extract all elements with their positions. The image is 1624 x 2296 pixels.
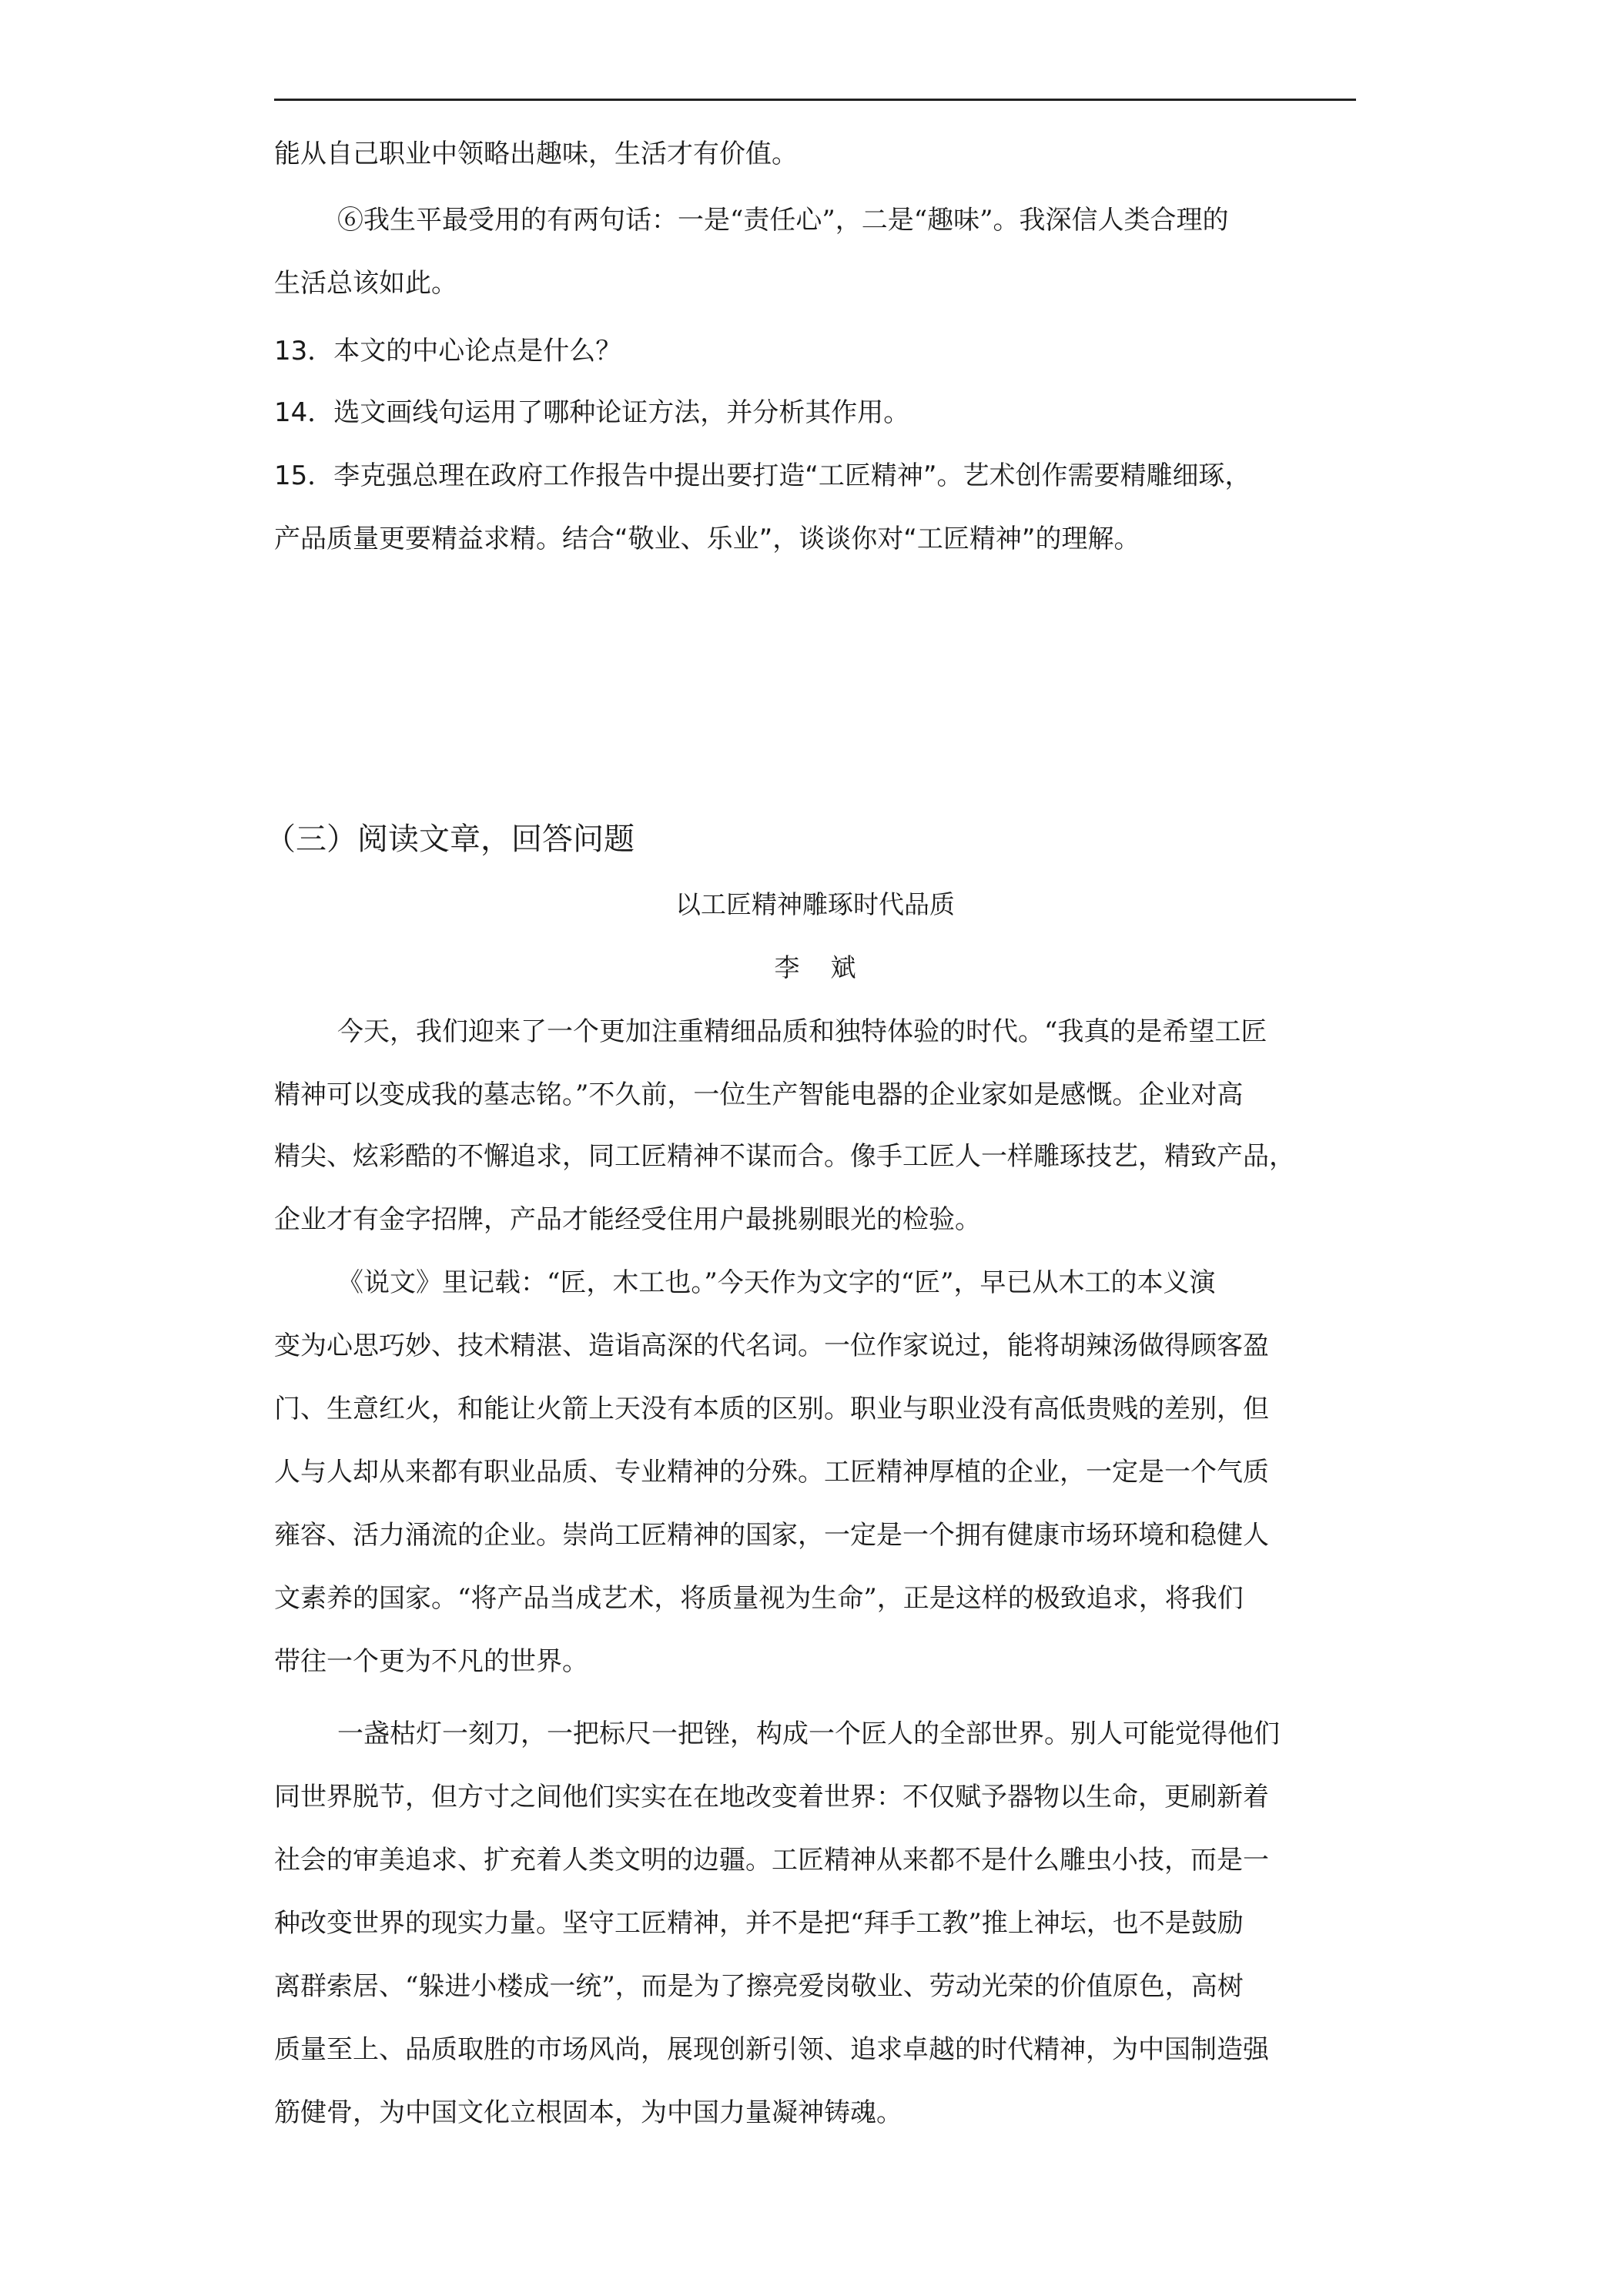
article-p1-line: 精神可以变成我的墓志铭。”不久前，一位生产智能电器的企业家如是感慨。企业对高 xyxy=(274,1079,1244,1110)
article-p3-line: 种改变世界的现实力量。坚守工匠精神，并不是把“拜手工教”推上神坛，也不是鼓励 xyxy=(274,1908,1244,1939)
section-heading: （三）阅读文章，回答问题 xyxy=(265,822,635,857)
article-title: 以工匠精神雕琢时代品质 xyxy=(675,889,955,919)
article-p2-line: 变为心思巧妙、技术精湛、造诣高深的代名词。一位作家说过，能将胡辣汤做得顾客盈 xyxy=(274,1330,1269,1361)
article-p3-line: 同世界脱节，但方寸之间他们实实在在地改变着世界：不仅赋予器物以生命，更刷新着 xyxy=(274,1782,1269,1812)
continuation-line: 能从自己职业中领略出趣味，生活才有价值。 xyxy=(274,139,798,169)
question-15-line-1: 15．李克强总理在政府工作报告中提出要打造“工匠精神”。艺术创作需要精雕细琢， xyxy=(274,460,1251,491)
article-p2-line: 文素养的国家。“将产品当成艺术，将质量视为生命”，正是这样的极致追求，将我们 xyxy=(274,1583,1244,1614)
article-p3-line: 离群索居、“躲进小楼成一统”，而是为了擦亮爱岗敬业、劳动光荣的价值原色，高树 xyxy=(274,1971,1244,2002)
article-p2-line: 带往一个更为不凡的世界。 xyxy=(274,1646,588,1677)
article-p1-line: 企业才有金字招牌，产品才能经受住用户最挑剔眼光的检验。 xyxy=(274,1204,981,1235)
article-p3-line: 筋健骨，为中国文化立根固本，为中国力量凝神铸魂。 xyxy=(274,2097,902,2128)
article-p2-line: 人与人却从来都有职业品质、专业精神的分殊。工匠精神厚植的企业，一定是一个气质 xyxy=(274,1457,1269,1488)
question-15-line-2: 产品质量更要精益求精。结合“敬业、乐业”，谈谈你对“工匠精神”的理解。 xyxy=(274,524,1140,554)
header-rule xyxy=(274,99,1356,101)
article-p3-line: 社会的审美追求、扩充着人类文明的边疆。工匠精神从来都不是什么雕虫小技，而是一 xyxy=(274,1845,1269,1876)
question-13: 13．本文的中心论点是什么？ xyxy=(274,336,622,366)
article-p2-line: 门、生意红火，和能让火箭上天没有本质的区别。职业与职业没有高低贵贱的差别，但 xyxy=(274,1394,1269,1424)
article-p3-line: 质量至上、品质取胜的市场风尚，展现创新引领、追求卓越的时代精神，为中国制造强 xyxy=(274,2034,1269,2065)
article-author: 李斌 xyxy=(774,952,887,982)
paragraph-6-line-1: ⑥我生平最受用的有两句话：一是“责任心”，二是“趣味”。我深信人类合理的 xyxy=(337,205,1229,236)
article-p2-line: 《说文》里记载：“匠，木工也。”今天作为文字的“匠”，早已从木工的本义演 xyxy=(337,1267,1216,1298)
article-p3-line: 一盏枯灯一刻刀，一把标尺一把锉，构成一个匠人的全部世界。别人可能觉得他们 xyxy=(337,1719,1280,1749)
paragraph-6-line-2: 生活总该如此。 xyxy=(274,268,457,299)
article-p1-line: 精尖、炫彩酷的不懈追求，同工匠精神不谋而合。像手工匠人一样雕琢技艺，精致产品， xyxy=(274,1141,1295,1172)
article-p2-line: 雍容、活力涌流的企业。崇尚工匠精神的国家，一定是一个拥有健康市场环境和稳健人 xyxy=(274,1520,1269,1551)
question-14: 14．选文画线句运用了哪种论证方法，并分析其作用。 xyxy=(274,397,910,428)
article-p1-line: 今天，我们迎来了一个更加注重精细品质和独特体验的时代。“我真的是希望工匠 xyxy=(337,1016,1267,1047)
